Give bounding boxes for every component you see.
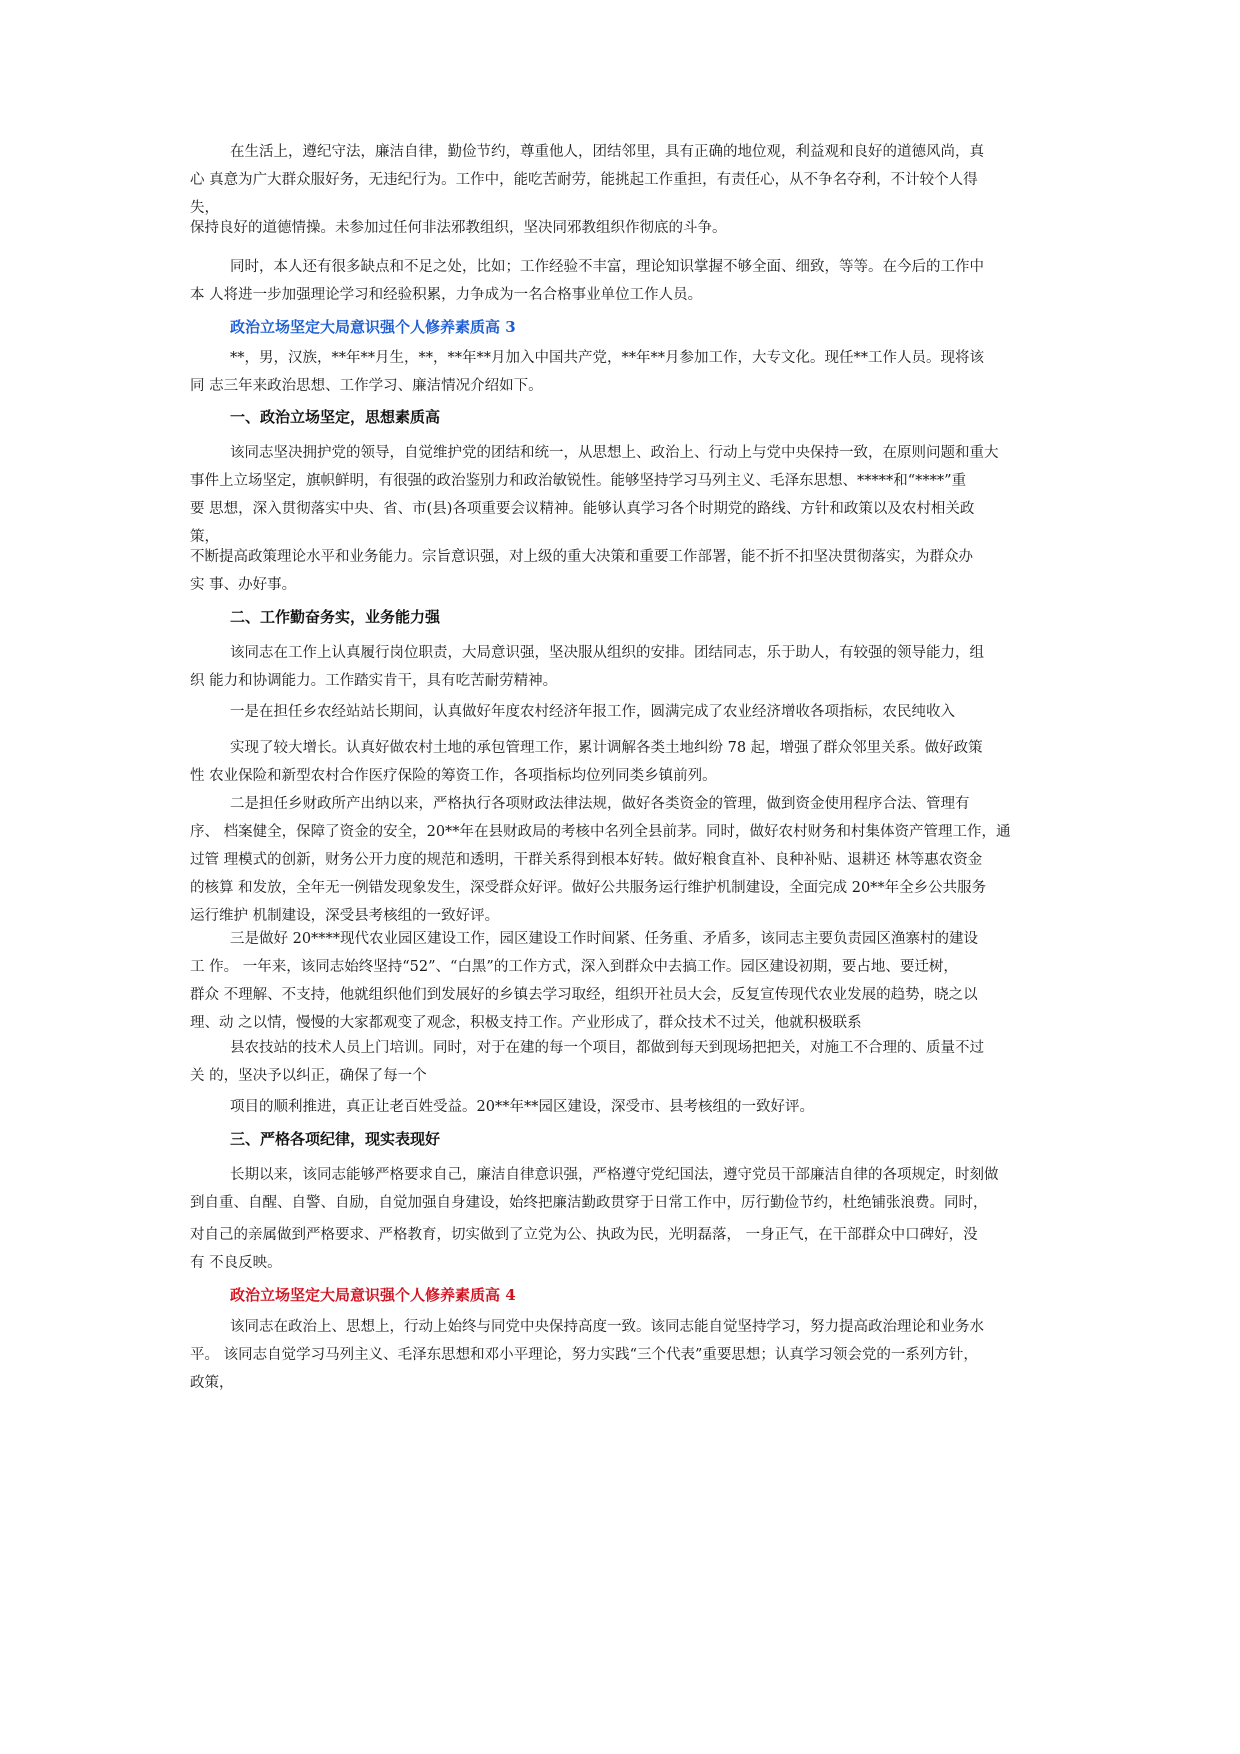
text-line: 同时，本人还有很多缺点和不足之处，比如；工作经验不丰富，理论知识掌握不够全面、细致，等等。在今后的工作中: [230, 259, 984, 275]
paragraph: [190, 439, 1054, 551]
text-line: 理、动 之以情，慢慢的大家都观变了观念，积极支持工作。产业形成了，群众技术不过关，他就积极联系: [190, 1015, 862, 1031]
paragraph: [190, 1221, 1054, 1277]
paragraph: [190, 639, 1054, 695]
paragraph: [190, 543, 1054, 599]
paragraph: [190, 253, 1054, 309]
text-line: 的核算 和发放，全年无一例错发现象发生，深受群众好评。做好公共服务运行维护机制建设，全面完成 20**年全乡公共服务: [190, 880, 987, 896]
paragraph: [190, 214, 1054, 242]
text-line: 运行维护 机制建设，深受县考核组的一致好评。: [190, 908, 500, 924]
text-line: 一是在担任乡农经站站长期间，认真做好年度农村经济年报工作，圆满完成了农业经济增收各项指标，农民纯收入: [230, 704, 955, 720]
subsection-heading: 一、政治立场坚定，思想素质高: [230, 408, 441, 426]
text-line: 二是担任乡财政所产出纳以来，严格执行各项财政法律法规，做好各类资金的管理，做到资金使用程序合法、管理有: [230, 796, 970, 812]
text-line: 工 作。 一年来，该同志始终坚持“52”、“白黑”的工作方式，深入到群众中去搞工作。园区建设初期，要占地、要迁树，: [190, 959, 958, 975]
section-title: 政治立场坚定大局意识强个人修养素质高 4: [230, 1286, 516, 1304]
section-title: 政治立场坚定大局意识强个人修养素质高 3: [230, 318, 516, 336]
text-line: 长期以来，该同志能够严格要求自己，廉洁自律意识强，严格遵守党纪国法，遵守党员干部廉洁自律的各项规定，时刻做: [230, 1167, 999, 1183]
text-line: 性 农业保险和新型农村合作医疗保险的筹资工作，各项指标均位列同类乡镇前列。: [190, 768, 717, 784]
text-line: 该同志坚决拥护党的领导，自觉维护党的团结和统一，从思想上、政治上、行动上与党中央保持一致，在原则问题和重大: [230, 445, 999, 461]
paragraph: [190, 925, 1054, 1037]
text-line: 织 能力和协调能力。工作踏实肯干，具有吃苦耐劳精神。: [190, 673, 558, 689]
paragraph: [190, 138, 1054, 222]
text-line: 失，: [190, 200, 219, 216]
text-line: 平。 该同志自觉学习马列主义、毛泽东思想和邓小平理论，努力实践“三个代表”重要思想；认真学习领会党的一系列方针，: [190, 1347, 978, 1363]
text-line: 该同志在工作上认真履行岗位职责，大局意识强，坚决服从组织的安排。团结同志，乐于助人，有较强的领导能力，组: [230, 645, 984, 661]
paragraph: [190, 1034, 1054, 1090]
text-line: 实现了较大增长。认真好做农村土地的承包管理工作，累计调解各类土地纠纷 78 起，增强了群众邻里关系。做好政策: [230, 740, 983, 756]
paragraph: [190, 734, 1054, 790]
text-line: 项目的顺利推进，真正让老百姓受益。20**年**园区建设，深受市、县考核组的一致好评。: [230, 1099, 814, 1115]
subsection-heading: 三、严格各项纪律，现实表现好: [230, 1130, 441, 1148]
text-line: 心 真意为广大群众服好务，无违纪行为。工作中，能吃苦耐劳，能挑起工作重担，有责任心，从不争名夺利，不计较个人得: [190, 172, 978, 188]
paragraph: [190, 344, 1054, 400]
text-line: 到自重、自醒、自警、自励，自觉加强自身建设，始终把廉洁勤政贯穿于日常工作中，厉行勤俭节约，杜绝铺张浪费。同时，: [190, 1195, 988, 1211]
paragraph: [190, 790, 1054, 930]
text-line: 该同志在政治上、思想上，行动上始终与同党中央保持高度一致。该同志能自觉坚持学习，努力提高政治理论和业务水: [230, 1319, 984, 1335]
text-line: 要 思想，深入贯彻落实中央、省、市(县)各项重要会议精神。能够认真学习各个时期党的路线、方针和政策以及农村相关政: [190, 501, 975, 517]
text-line: 事件上立场坚定，旗帜鲜明，有很强的政治鉴别力和政治敏锐性。能够坚持学习马列主义、毛泽东思想、*****和“****”重: [190, 473, 967, 489]
text-line: **，男，汉族，**年**月生，**，**年**月加入中国共产党，**年**月参加工作，大专文化。现任**工作人员。现将该: [230, 350, 984, 366]
text-line: 在生活上，遵纪守法，廉洁自律，勤俭节约，尊重他人，团结邻里，具有正确的地位观，利益观和良好的道德风尚，真: [230, 144, 984, 160]
text-line: 三是做好 20****现代农业园区建设工作，园区建设工作时间紧、任务重、矛盾多，该同志主要负责园区渔寨村的建设: [230, 931, 979, 947]
text-line: 不断提高政策理论水平和业务能力。宗旨意识强，对上级的重大决策和重要工作部署，能不折不扣坚决贯彻落实，为群众办: [190, 549, 973, 565]
text-line: 过管 理模式的创新，财务公开力度的规范和透明，干群关系得到根本好转。做好粮食直补、良种补贴、退耕还 林等惠农资金: [190, 852, 983, 868]
text-line: 本 人将进一步加强理论学习和经验积累，力争成为一名合格事业单位工作人员。: [190, 287, 703, 303]
text-line: 序、 档案健全，保障了资金的安全，20**年在县财政局的考核中名列全县前茅。同时，做好农村财务和村集体资产管理工作，通: [190, 824, 1011, 840]
paragraph: [190, 1161, 1054, 1217]
text-line: 保持良好的道德情操。未参加过任何非法邪教组织，坚决同邪教组织作彻底的斗争。: [190, 220, 727, 236]
paragraph: [190, 698, 1054, 726]
text-line: 群众 不理解、不支持，他就组织他们到发展好的乡镇去学习取经，组织开社员大会，反复宣传现代农业发展的趋势，晓之以: [190, 987, 978, 1003]
text-line: 同 志三年来政治思想、工作学习、廉洁情况介绍如下。: [190, 378, 543, 394]
text-line: 实 事、办好事。: [190, 577, 297, 593]
text-line: 有 不良反映。: [190, 1255, 282, 1271]
text-line: 策，: [190, 529, 219, 545]
text-line: 县农技站的技术人员上门培训。同时，对于在建的每一个项目，都做到每天到现场把把关，对施工不合理的、质量不过: [230, 1040, 984, 1056]
paragraph: [190, 1313, 1054, 1397]
text-line: 关 的，坚决予以纠正，确保了每一个: [190, 1068, 427, 1084]
paragraph: [190, 1093, 1054, 1121]
text-line: 政策，: [190, 1375, 234, 1391]
subsection-heading: 二、工作勤奋务实，业务能力强: [230, 608, 441, 626]
text-line: 对自己的亲属做到严格要求、严格教育，切实做到了立党为公、执政为民，光明磊落， 一身正气，在干部群众中口碑好，没: [190, 1227, 978, 1243]
